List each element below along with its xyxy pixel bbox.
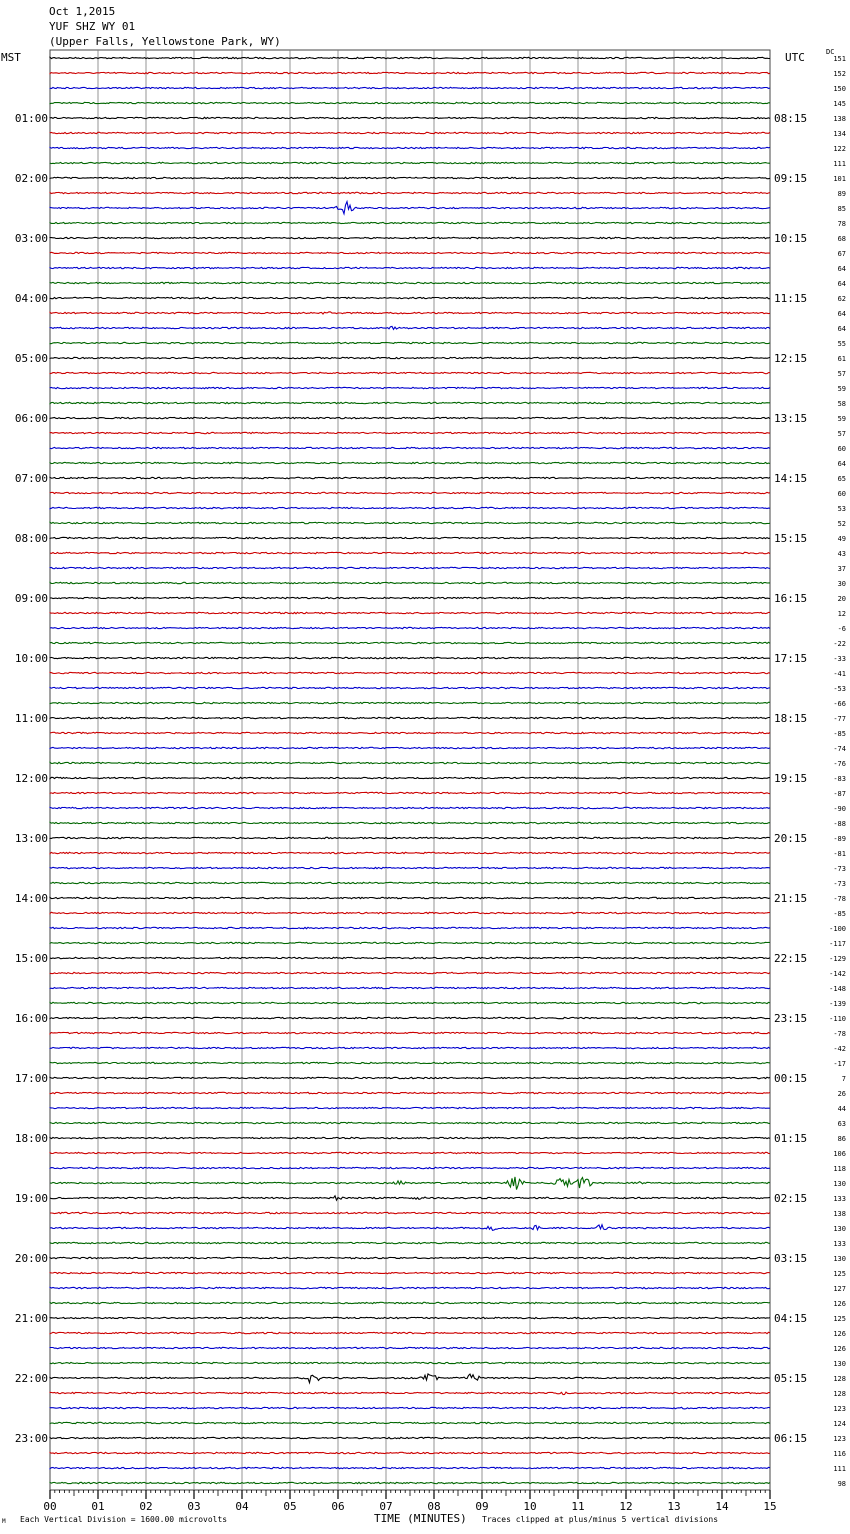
dc-offset-label: -148	[829, 985, 846, 993]
dc-offset-label: -87	[833, 790, 846, 798]
trace-line	[50, 1272, 770, 1273]
dc-offset-label: 20	[837, 595, 846, 603]
trace-line	[50, 912, 770, 913]
dc-offset-label: -85	[833, 910, 846, 918]
trace-line	[50, 672, 770, 673]
trace-line	[50, 326, 770, 329]
dc-offset-label: 44	[837, 1105, 846, 1113]
dc-offset-label: -6	[837, 625, 846, 633]
dc-offset-label: 61	[837, 355, 846, 363]
dc-offset-label: -89	[833, 835, 846, 843]
trace-line	[50, 1077, 770, 1078]
dc-offset-label: 7	[841, 1075, 846, 1083]
trace-line	[50, 1092, 770, 1093]
hour-label-left: 21:00	[14, 1312, 48, 1325]
trace-line	[50, 807, 770, 808]
dc-offset-label: -78	[833, 1030, 846, 1038]
clip-note: Traces clipped at plus/minus 5 vertical divisions	[482, 1515, 719, 1524]
dc-offset-label: 122	[833, 145, 846, 153]
dc-offset-label: 89	[837, 190, 846, 198]
trace-line	[50, 342, 770, 343]
hour-label-right: 18:15	[774, 712, 808, 725]
dc-offset-label: 12	[837, 610, 846, 618]
dc-offset-label: -100	[829, 925, 846, 933]
dc-offset-label: 145	[833, 100, 846, 108]
hour-label-right: 10:15	[774, 232, 808, 245]
hour-label-right: 20:15	[774, 832, 808, 845]
hour-label-right: 21:15	[774, 892, 808, 905]
dc-offset-label: 64	[837, 325, 846, 333]
dc-offset-label: 152	[833, 70, 846, 78]
trace-line	[50, 957, 770, 958]
hour-label-left: 11:00	[14, 712, 48, 725]
right-timezone-label: UTC	[785, 51, 805, 64]
trace-line	[50, 72, 770, 73]
dc-offset-label: 101	[833, 175, 846, 183]
hour-label-right: 02:15	[774, 1192, 808, 1205]
hour-label-left: 20:00	[14, 1252, 48, 1265]
hour-label-right: 22:15	[774, 952, 808, 965]
trace-line	[50, 477, 770, 478]
dc-offset-label: -88	[833, 820, 846, 828]
trace-line	[50, 1482, 770, 1483]
hour-label-right: 08:15	[774, 112, 808, 125]
trace-line	[50, 177, 770, 178]
station-code: YUF SHZ WY 01	[49, 20, 136, 33]
hour-label-left: 22:00	[14, 1372, 48, 1385]
dc-offset-label: 53	[837, 505, 846, 513]
trace-line	[50, 792, 770, 793]
trace-line	[50, 1287, 770, 1288]
trace-line	[50, 402, 770, 403]
dc-offset-label: -17	[833, 1060, 846, 1068]
trace-line	[50, 462, 770, 463]
trace-line	[50, 492, 770, 493]
dc-offset-label: 67	[837, 250, 846, 258]
trace-line	[50, 1422, 770, 1423]
dc-offset-label: 60	[837, 490, 846, 498]
trace-line	[50, 1347, 770, 1348]
trace-line	[50, 1177, 770, 1190]
dc-offset-label: 65	[837, 475, 846, 483]
dc-offset-label: 64	[837, 460, 846, 468]
dc-offset-label: 130	[833, 1360, 846, 1368]
dc-offset-label: 58	[837, 400, 846, 408]
dc-offset-label: 130	[833, 1180, 846, 1188]
trace-line	[50, 202, 770, 214]
dc-offset-label: 128	[833, 1375, 846, 1383]
dc-offset-label: 111	[833, 1465, 846, 1473]
x-tick-label: 04	[235, 1500, 249, 1513]
hour-label-left: 23:00	[14, 1432, 48, 1445]
trace-line	[50, 777, 770, 778]
dc-offset-label: -66	[833, 700, 846, 708]
dc-offset-label: 138	[833, 115, 846, 123]
dc-offset-label: 64	[837, 310, 846, 318]
dc-offset-label: -117	[829, 940, 846, 948]
trace-line	[50, 972, 770, 973]
hour-label-right: 01:15	[774, 1132, 808, 1145]
dc-offset-header: DC	[826, 48, 835, 56]
trace-line	[50, 447, 770, 448]
trace-line	[50, 612, 770, 613]
x-tick-label: 07	[379, 1500, 393, 1513]
trace-line	[50, 1374, 770, 1383]
trace-line	[50, 927, 770, 928]
dc-offset-label: 78	[837, 220, 846, 228]
dc-offset-label: 128	[833, 1390, 846, 1398]
hour-label-left: 07:00	[14, 472, 48, 485]
dc-offset-label: -78	[833, 895, 846, 903]
dc-offset-label: 123	[833, 1435, 846, 1443]
hour-label-right: 05:15	[774, 1372, 808, 1385]
dc-offset-label: 98	[837, 1480, 846, 1488]
chart-date: Oct 1,2015	[49, 5, 116, 18]
trace-line	[50, 582, 770, 583]
hour-label-left: 17:00	[14, 1072, 48, 1085]
hour-label-right: 23:15	[774, 1012, 808, 1025]
trace-line	[50, 252, 770, 253]
x-tick-label: 03	[187, 1500, 201, 1513]
trace-line	[50, 1062, 770, 1063]
trace-line	[50, 282, 770, 283]
hour-label-right: 04:15	[774, 1312, 808, 1325]
x-tick-label: 01	[91, 1500, 105, 1513]
trace-line	[50, 687, 770, 688]
trace-line	[50, 1152, 770, 1153]
hour-label-left: 09:00	[14, 592, 48, 605]
dc-offset-label: -90	[833, 805, 846, 813]
dc-offset-label: 151	[833, 55, 846, 63]
dc-offset-label: 62	[837, 295, 846, 303]
x-tick-label: 11	[571, 1500, 585, 1513]
hour-label-right: 11:15	[774, 292, 808, 305]
trace-line	[50, 897, 770, 898]
trace-line	[50, 747, 770, 748]
trace-line	[50, 222, 770, 223]
dc-offset-label: 123	[833, 1405, 846, 1413]
trace-line	[50, 732, 770, 733]
dc-offset-label: -77	[833, 715, 846, 723]
dc-offset-label: 68	[837, 235, 846, 243]
trace-line	[50, 657, 770, 658]
trace-line	[50, 762, 770, 763]
hour-label-left: 03:00	[14, 232, 48, 245]
hour-label-left: 19:00	[14, 1192, 48, 1205]
plot-frame	[50, 50, 770, 1490]
x-tick-label: 15	[763, 1500, 777, 1513]
dc-offset-label: 30	[837, 580, 846, 588]
dc-offset-label: 130	[833, 1255, 846, 1263]
dc-offset-label: 57	[837, 370, 846, 378]
hour-label-left: 01:00	[14, 112, 48, 125]
trace-line	[50, 537, 770, 538]
trace-line	[50, 1317, 770, 1318]
trace-line	[50, 822, 770, 823]
dc-offset-label: 150	[833, 85, 846, 93]
trace-line	[50, 1212, 770, 1213]
dc-offset-label: 126	[833, 1330, 846, 1338]
dc-offset-label: -85	[833, 730, 846, 738]
hour-label-left: 12:00	[14, 772, 48, 785]
corner-mark: M	[2, 1518, 6, 1525]
hour-label-right: 19:15	[774, 772, 808, 785]
trace-line	[50, 852, 770, 853]
dc-offset-label: -33	[833, 655, 846, 663]
dc-offset-label: 85	[837, 205, 846, 213]
trace-line	[50, 1032, 770, 1033]
dc-offset-label: 126	[833, 1345, 846, 1353]
trace-line	[50, 717, 770, 718]
dc-offset-label: 106	[833, 1150, 846, 1158]
hour-label-left: 13:00	[14, 832, 48, 845]
hour-label-left: 10:00	[14, 652, 48, 665]
dc-offset-label: 37	[837, 565, 846, 573]
dc-offset-label: 133	[833, 1195, 846, 1203]
trace-line	[50, 552, 770, 553]
trace-line	[50, 297, 770, 298]
dc-offset-label: 116	[833, 1450, 846, 1458]
trace-line	[50, 417, 770, 418]
trace-line	[50, 507, 770, 508]
dc-offset-label: 124	[833, 1420, 846, 1428]
x-tick-label: 12	[619, 1500, 633, 1513]
trace-line	[50, 1167, 770, 1168]
x-tick-label: 08	[427, 1500, 441, 1513]
hour-label-right: 16:15	[774, 592, 808, 605]
left-timezone-label: MST	[1, 51, 21, 64]
dc-offset-label: -76	[833, 760, 846, 768]
hour-label-right: 09:15	[774, 172, 808, 185]
x-tick-label: 14	[715, 1500, 729, 1513]
dc-offset-label: -83	[833, 775, 846, 783]
hour-label-right: 13:15	[774, 412, 808, 425]
hour-label-right: 00:15	[774, 1072, 808, 1085]
hour-label-left: 15:00	[14, 952, 48, 965]
trace-line	[50, 162, 770, 163]
hour-label-left: 18:00	[14, 1132, 48, 1145]
dc-offset-label: 86	[837, 1135, 846, 1143]
trace-line	[50, 642, 770, 643]
dc-offset-label: 134	[833, 130, 846, 138]
trace-line	[50, 1437, 770, 1438]
dc-offset-label: -73	[833, 865, 846, 873]
trace-line	[50, 942, 770, 943]
dc-offset-label: -73	[833, 880, 846, 888]
dc-offset-label: 138	[833, 1210, 846, 1218]
dc-offset-label: -139	[829, 1000, 846, 1008]
trace-line	[50, 132, 770, 133]
trace-line	[50, 1407, 770, 1409]
trace-line	[50, 267, 770, 268]
dc-offset-label: 59	[837, 385, 846, 393]
trace-line	[50, 627, 770, 628]
trace-line	[50, 102, 770, 103]
trace-line	[50, 702, 770, 703]
hour-label-right: 06:15	[774, 1432, 808, 1445]
station-location: (Upper Falls, Yellowstone Park, WY)	[49, 35, 281, 48]
x-tick-label: 09	[475, 1500, 489, 1513]
trace-line	[50, 1332, 770, 1333]
trace-line	[50, 1362, 770, 1363]
trace-line	[50, 867, 770, 868]
dc-offset-label: 49	[837, 535, 846, 543]
x-axis-title: TIME (MINUTES)	[374, 1512, 467, 1525]
hour-label-left: 16:00	[14, 1012, 48, 1025]
dc-offset-label: -129	[829, 955, 846, 963]
dc-offset-label: 64	[837, 280, 846, 288]
trace-line	[50, 1122, 770, 1123]
trace-line	[50, 147, 770, 148]
trace-line	[50, 1196, 770, 1200]
trace-line	[50, 357, 770, 358]
hour-label-left: 02:00	[14, 172, 48, 185]
dc-offset-label: -110	[829, 1015, 846, 1023]
dc-offset-label: 52	[837, 520, 846, 528]
dc-offset-label: -74	[833, 745, 846, 753]
hour-label-left: 06:00	[14, 412, 48, 425]
dc-offset-label: 57	[837, 430, 846, 438]
trace-line	[50, 1137, 770, 1138]
trace-line	[50, 1257, 770, 1258]
dc-offset-label: 125	[833, 1270, 846, 1278]
hour-label-right: 12:15	[774, 352, 808, 365]
x-tick-label: 02	[139, 1500, 153, 1513]
dc-offset-label: 55	[837, 340, 846, 348]
x-tick-label: 10	[523, 1500, 537, 1513]
trace-line	[50, 1242, 770, 1243]
x-tick-label: 05	[283, 1500, 297, 1513]
trace-line	[50, 522, 770, 523]
dc-offset-label: 59	[837, 415, 846, 423]
trace-line	[50, 987, 770, 988]
trace-line	[50, 192, 770, 193]
trace-line	[50, 237, 770, 238]
trace-line	[50, 1452, 770, 1453]
trace-line	[50, 87, 770, 88]
trace-line	[50, 372, 770, 373]
hour-label-left: 14:00	[14, 892, 48, 905]
trace-line	[50, 1392, 770, 1395]
trace-line	[50, 567, 770, 568]
trace-line	[50, 1017, 770, 1018]
trace-line	[50, 1047, 770, 1048]
trace-line	[50, 1107, 770, 1108]
dc-offset-label: -42	[833, 1045, 846, 1053]
scale-note: Each Vertical Division = 1600.00 microvolts	[20, 1515, 228, 1524]
hour-label-right: 15:15	[774, 532, 808, 545]
hour-label-right: 03:15	[774, 1252, 808, 1265]
dc-offset-label: 63	[837, 1120, 846, 1128]
trace-line	[50, 882, 770, 883]
trace-line	[50, 432, 770, 433]
trace-line	[50, 387, 770, 388]
x-tick-label: 00	[43, 1500, 57, 1513]
dc-offset-label: 133	[833, 1240, 846, 1248]
trace-line	[50, 117, 770, 118]
trace-line	[50, 1302, 770, 1303]
dc-offset-label: 118	[833, 1165, 846, 1173]
dc-offset-label: 111	[833, 160, 846, 168]
dc-offset-label: -53	[833, 685, 846, 693]
trace-line	[50, 1002, 770, 1003]
dc-offset-label: -142	[829, 970, 846, 978]
x-tick-label: 06	[331, 1500, 345, 1513]
dc-offset-label: -22	[833, 640, 846, 648]
trace-line	[50, 57, 770, 58]
hour-label-left: 04:00	[14, 292, 48, 305]
trace-line	[50, 1467, 770, 1468]
dc-offset-label: 64	[837, 265, 846, 273]
trace-line	[50, 1225, 770, 1231]
hour-label-right: 17:15	[774, 652, 808, 665]
dc-offset-label: 26	[837, 1090, 846, 1098]
dc-offset-label: 125	[833, 1315, 846, 1323]
hour-label-left: 08:00	[14, 532, 48, 545]
hour-label-left: 05:00	[14, 352, 48, 365]
trace-line	[50, 597, 770, 598]
dc-offset-label: 127	[833, 1285, 846, 1293]
dc-offset-label: -81	[833, 850, 846, 858]
x-tick-label: 13	[667, 1500, 681, 1513]
trace-line	[50, 837, 770, 838]
trace-line	[50, 312, 770, 314]
dc-offset-label: 130	[833, 1225, 846, 1233]
dc-offset-label: 60	[837, 445, 846, 453]
dc-offset-label: -41	[833, 670, 846, 678]
hour-label-right: 14:15	[774, 472, 808, 485]
dc-offset-label: 126	[833, 1300, 846, 1308]
dc-offset-label: 43	[837, 550, 846, 558]
